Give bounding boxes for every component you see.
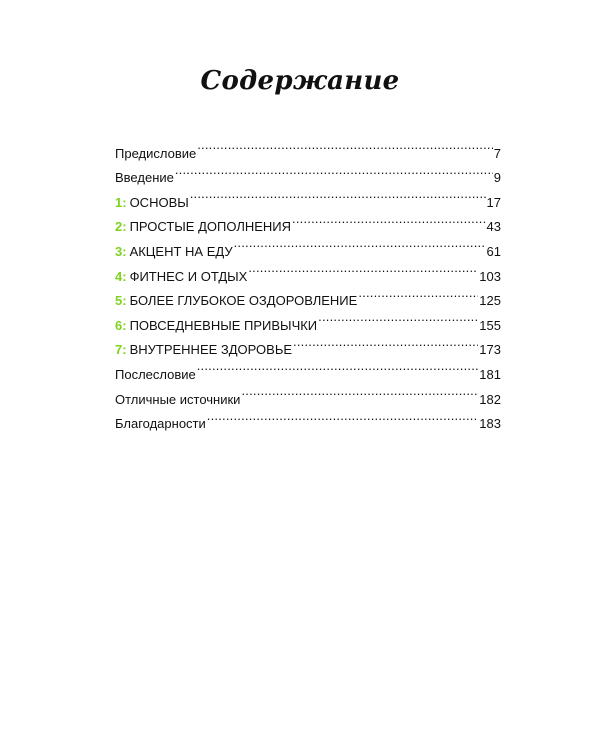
- toc-entry-number: 6:: [115, 317, 127, 333]
- toc-entry-number: 7:: [115, 342, 127, 358]
- toc-leader-dots: [190, 182, 486, 207]
- toc-leader-dots: [175, 158, 493, 183]
- toc-leader-dots: [248, 256, 478, 281]
- toc-entry-label: Благодарности: [115, 416, 206, 432]
- toc-entry-label: Послесловие: [115, 366, 196, 382]
- toc-entry-page: 103: [479, 268, 501, 284]
- toc-entry-label: ВНУТРЕННЕЕ ЗДОРОВЬЕ: [129, 342, 293, 358]
- toc-entry-label: ФИТНЕС И ОТДЫХ: [129, 268, 248, 284]
- toc-entry-number: 1:: [115, 194, 127, 210]
- toc-entry-label: ПОВСЕДНЕВНЫЕ ПРИВЫЧКИ: [129, 317, 318, 333]
- toc-entry-page: 173: [479, 342, 501, 358]
- toc-leader-dots: [197, 133, 493, 158]
- toc-entry-number: 2:: [115, 219, 127, 235]
- toc-leader-dots: [241, 379, 478, 404]
- toc-entry-page: 182: [479, 391, 501, 407]
- toc-entry-label: Отличные источники: [115, 391, 241, 407]
- toc-entry-page: 181: [479, 366, 501, 382]
- toc-entry-page: 17: [486, 194, 501, 210]
- toc-leader-dots: [197, 354, 479, 379]
- toc-entry-page: 125: [479, 293, 501, 309]
- toc-entry-page: 183: [479, 416, 501, 432]
- toc-leader-dots: [358, 281, 478, 306]
- toc-entry[interactable]: [115, 133, 501, 161]
- toc-leader-dots: [207, 404, 479, 429]
- toc-entry-page: 61: [486, 243, 501, 259]
- toc-entry-number: 3:: [115, 243, 127, 259]
- toc-entry-label: ОСНОВЫ: [129, 194, 189, 210]
- toc-entry-page: 9: [493, 170, 501, 186]
- toc-entry-page: 43: [486, 219, 501, 235]
- toc-entry-page: 7: [493, 145, 501, 161]
- toc-entry-page: 155: [479, 317, 501, 333]
- toc-entry-label: Предисловие: [115, 145, 197, 161]
- toc-leader-dots: [293, 330, 478, 355]
- table-of-contents: [115, 133, 501, 432]
- toc-leader-dots: [292, 207, 486, 232]
- toc-leader-dots: [234, 231, 486, 256]
- toc-entry-number: 5:: [115, 293, 127, 309]
- toc-entry-label: ПРОСТЫЕ ДОПОЛНЕНИЯ: [129, 219, 292, 235]
- toc-entry-number: 4:: [115, 268, 127, 284]
- toc-entry-label: БОЛЕЕ ГЛУБОКОЕ ОЗДОРОВЛЕНИЕ: [129, 293, 358, 309]
- toc-entry-label: АКЦЕНТ НА ЕДУ: [129, 243, 233, 259]
- toc-leader-dots: [318, 305, 478, 330]
- page-title: Содержание: [200, 66, 400, 96]
- toc-entry-label: Введение: [115, 170, 174, 186]
